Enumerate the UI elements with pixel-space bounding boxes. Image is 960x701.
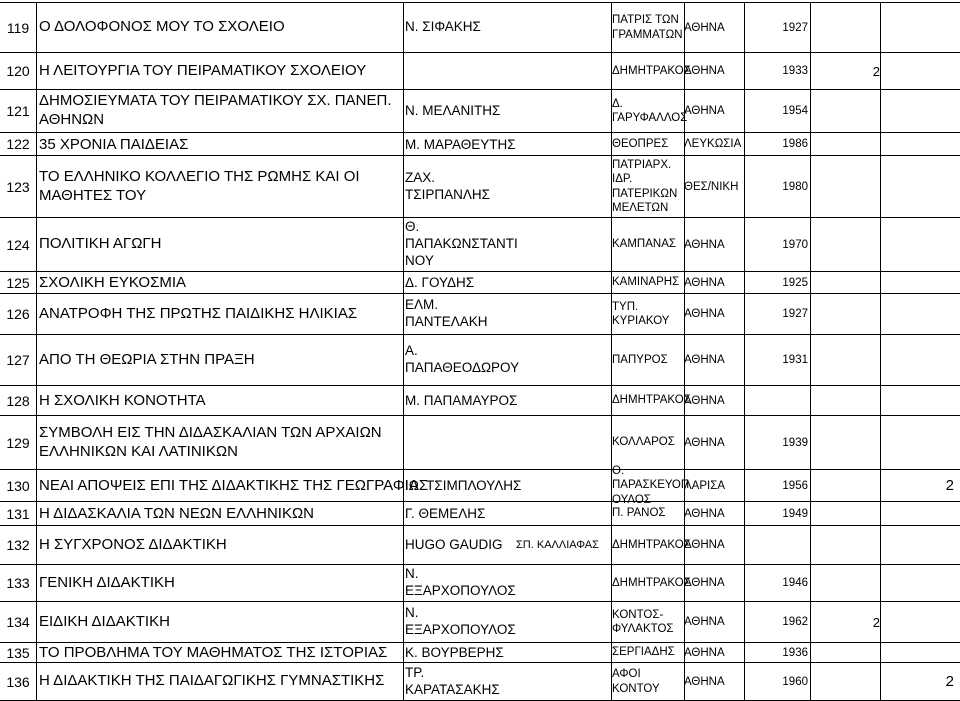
table-row: [0, 294, 960, 335]
book-author-secondary: ΣΠ. ΚΑΛΛΙΑΦΑΣ: [516, 539, 599, 551]
book-year: 1962: [782, 616, 808, 628]
book-year: 1933: [782, 65, 808, 77]
book-city: ΑΘΗΝΑ: [684, 675, 725, 688]
book-title: ΑΝΑΤΡΟΦΗ ΤΗΣ ΠΡΩΤΗΣ ΠΑΙΔΙΚΗΣ ΗΛΙΚΙΑΣ: [39, 304, 358, 322]
table-row: [0, 464, 960, 506]
book-year: [744, 386, 810, 415]
book-title: Η ΔΙΔΑΚΤΙΚΗ ΤΗΣ ΠΑΙΔΑΓΩΓΙΚΗΣ ΓΥΜΝΑΣΤΙΚΗΣ: [39, 672, 385, 690]
book-city: ΑΘΗΝΑ: [684, 21, 725, 34]
row-number: 136: [6, 673, 30, 690]
table-row: [0, 643, 960, 663]
book-title: ΝΕΑΙ ΑΠΟΨΕΙΣ ΕΠΙ ΤΗΣ ΔΙΔΑΚΤΙΚΗΣ ΤΗΣ ΓΕΩΓΡΑΦΙΑΣ: [39, 477, 429, 494]
book-note: [880, 502, 958, 525]
table-row: [0, 602, 960, 643]
book-city: ΑΘΗΝΑ: [684, 539, 725, 551]
book-city: ΛΑΡΙΣΑ: [684, 479, 725, 492]
book-title: ΓΕΝΙΚΗ ΔΙΔΑΚΤΙΚΗ: [39, 573, 175, 591]
book-title: Η ΛΕΙΤΟΥΡΓΙΑ ΤΟΥ ΠΕΙΡΑΜΑΤΙΚΟΥ ΣΧΟΛΕΙΟΥ: [39, 61, 367, 79]
row-number: 125: [6, 274, 30, 291]
book-note: [880, 90, 958, 132]
book-title: ΕΙΔΙΚΗ ΔΙΔΑΚΤΙΚΗ: [39, 612, 170, 630]
book-author: Θ. ΠΑΠΑΚΩΝΣΤΑΝΤΙ ΝΟΥ: [405, 219, 518, 268]
book-publisher: ΘΕΟΠΡΕΣ: [612, 137, 669, 150]
book-note: 2: [945, 477, 954, 494]
book-title: 35 ΧΡΟΝΙΑ ΠΑΙΔΕΙΑΣ: [39, 135, 189, 153]
book-author: Α. ΠΑΠΑΘΕΟΔΩΡΟΥ: [405, 343, 520, 375]
table-row: [0, 565, 960, 602]
table-row: [0, 53, 960, 90]
row-number: 132: [6, 537, 30, 553]
book-title: ΤΟ ΕΛΛΗΝΙΚΟ ΚΟΛΛΕΓΙΟ ΤΗΣ ΡΩΜΗΣ ΚΑΙ ΟΙ ΜΑΘΗΤΕΣ ΤΟΥ: [39, 167, 360, 204]
book-volumes: 2: [872, 614, 880, 630]
book-city: ΑΘΗΝΑ: [684, 436, 725, 449]
book-publisher: ΤΥΠ. ΚΥΡΙΑΚΟΥ: [612, 300, 670, 327]
book-author: ΤΡ. ΚΑΡΑΤΑΣΑΚΗΣ: [405, 664, 500, 697]
row-number: 119: [6, 19, 30, 36]
table-row: [0, 156, 960, 218]
row-number: 128: [6, 392, 30, 409]
book-publisher: ΚΟΝΤΟΣ- ΦΥΛΑΚΤΟΣ: [612, 608, 674, 635]
row-number: 130: [6, 477, 30, 494]
book-title: Η ΣΧΟΛΙΚΗ ΚΟΝΟΤΗΤΑ: [39, 392, 206, 409]
book-city: ΑΘΗΝΑ: [684, 507, 725, 520]
book-city: ΑΘΗΝΑ: [684, 308, 725, 320]
table-row: [0, 272, 960, 294]
book-note: [880, 53, 958, 89]
book-note: [880, 335, 958, 385]
book-note: [880, 565, 958, 601]
book-city: ΛΕΥΚΩΣΙΑ: [684, 138, 742, 150]
book-publisher: ΣΕΡΓΙΑΔΗΣ: [612, 646, 675, 659]
book-year: 1927: [782, 308, 808, 320]
book-publisher: Θ. ΠΑΡΑΣΚΕΥΟΠ ΟΥΛΟΣ: [612, 464, 690, 506]
book-publisher: ΔΗΜΗΤΡΑΚΟΣ: [612, 394, 691, 407]
book-author: Μ. ΜΑΡΑΘΕΥΤΗΣ: [405, 136, 516, 152]
row-number: 127: [6, 352, 30, 368]
book-volumes: 2: [872, 63, 880, 79]
book-year: [744, 526, 810, 564]
book-note: [880, 386, 958, 415]
row-number: 120: [6, 63, 30, 79]
book-year: 1927: [782, 21, 808, 34]
book-city: ΑΘΗΝΑ: [684, 616, 725, 628]
table-row: [0, 335, 960, 386]
row-number: 121: [6, 103, 30, 119]
book-publisher: ΚΟΛΛΑΡΟΣ: [612, 436, 675, 449]
book-volumes: [810, 565, 880, 601]
book-city: ΑΘΗΝΑ: [684, 276, 725, 289]
book-title: ΠΟΛΙΤΙΚΗ ΑΓΩΓΗ: [39, 235, 162, 253]
book-publisher: ΠΑΠΥΡΟΣ: [612, 353, 668, 366]
book-title: Ο ΔΟΛΟΦΟΝΟΣ ΜΟΥ ΤΟ ΣΧΟΛΕΙΟ: [39, 18, 285, 36]
row-number: 129: [6, 434, 30, 451]
book-author: Δ. ΓΟΥΔΗΣ: [405, 275, 475, 290]
row-number: 123: [6, 178, 30, 195]
table-row: [0, 386, 960, 416]
book-publisher: ΠΑΤΡΙΣ ΤΩΝ ΓΡΑΜΜΑΤΩΝ: [612, 14, 683, 41]
book-volumes: [810, 663, 880, 700]
table-row: [0, 133, 960, 156]
book-city: ΑΘΗΝΑ: [684, 646, 725, 659]
book-title: ΣΧΟΛΙΚΗ ΕΥΚΟΣΜΙΑ: [39, 274, 187, 291]
book-title: ΣΥΜΒΟΛΗ ΕΙΣ ΤΗΝ ΔΙΔΑΣΚΑΛΙΑΝ ΤΩΝ ΑΡΧΑΙΩΝ ΕΛΛΗΝΙΚΩΝ ΚΑΙ ΛΑΤΙΝΙΚΩΝ: [39, 423, 382, 460]
book-volumes: [810, 294, 880, 334]
book-volumes: [810, 526, 880, 564]
row-number: 135: [6, 644, 30, 661]
book-year: 1980: [782, 180, 808, 193]
book-city: ΑΘΗΝΑ: [684, 577, 725, 589]
book-note: [880, 3, 958, 52]
book-volumes: [810, 335, 880, 385]
row-number: 133: [6, 575, 30, 591]
book-year: 1970: [782, 238, 808, 251]
book-author: Κ. ΒΟΥΡΒΕΡΗΣ: [405, 645, 504, 660]
book-note: [880, 294, 958, 334]
book-note: [880, 156, 958, 217]
book-publisher: Δ. ΓΑΡΥΦΑΛΛΟΣ: [612, 97, 688, 124]
book-volumes: [810, 3, 880, 52]
book-volumes: [810, 470, 880, 501]
book-publisher: ΔΗΜΗΤΡΑΚΟΣ: [612, 576, 691, 589]
book-volumes: [810, 416, 880, 469]
book-city: ΘΕΣ/ΝΙΚΗ: [684, 180, 739, 193]
book-volumes: [810, 386, 880, 415]
book-author: Ν. ΣΙΦΑΚΗΣ: [405, 19, 481, 35]
book-note: [880, 133, 958, 155]
book-author: Μ. ΠΑΠΑΜΑΥΡΟΣ: [405, 393, 518, 408]
book-volumes: [810, 133, 880, 155]
book-city: ΑΘΗΝΑ: [684, 65, 725, 77]
book-year: 1925: [782, 276, 808, 289]
book-year: 1986: [782, 138, 808, 150]
row-number: 126: [6, 306, 30, 322]
book-city: ΑΘΗΝΑ: [684, 238, 725, 251]
book-city: ΑΘΗΝΑ: [684, 354, 725, 366]
book-volumes: [810, 218, 880, 271]
book-volumes: [810, 502, 880, 525]
table-row: [0, 416, 960, 470]
book-note: [880, 602, 958, 642]
book-author: Ν. ΜΕΛΑΝΙΤΗΣ: [405, 102, 501, 118]
book-publisher: ΚΑΜΠΑΝΑΣ: [612, 238, 676, 251]
table-row: [0, 663, 960, 701]
book-publisher: ΠΑΤΡΙΑΡΧ. ΙΔΡ. ΠΑΤΕΡΙΚΩΝ ΜΕΛΕΤΩΝ: [612, 158, 678, 214]
book-author: ΙΩ. ΤΣΙΜΠΛΟΥΛΗΣ: [405, 478, 522, 493]
book-author: ΖΑΧ. ΤΣΙΡΠΑΝΛΗΣ: [405, 169, 490, 202]
book-year: 1954: [782, 105, 808, 117]
book-title: Η ΣΥΓΧΡΟΝΟΣ ΔΙΔΑΚΤΙΚΗ: [39, 535, 227, 553]
book-year: 1960: [782, 675, 808, 688]
book-volumes: [810, 643, 880, 662]
book-volumes: [810, 272, 880, 293]
book-author: Γ. ΘΕΜΕΛΗΣ: [405, 506, 486, 521]
book-author: [405, 416, 515, 469]
book-year: 1949: [782, 507, 808, 520]
book-publisher: ΔΗΜΗΤΡΑΚΟΣ: [612, 64, 691, 77]
book-title: ΤΟ ΠΡΟΒΛΗΜΑ ΤΟΥ ΜΑΘΗΜΑΤΟΣ ΤΗΣ ΙΣΤΟΡΙΑΣ: [39, 644, 388, 661]
book-title: ΑΠΟ ΤΗ ΘΕΩΡΙΑ ΣΤΗΝ ΠΡΑΞΗ: [39, 350, 255, 368]
book-city: ΑΘΗΝΑ: [684, 105, 725, 117]
book-publisher: ΑΦΟΙ ΚΟΝΤΟΥ: [612, 668, 660, 695]
book-note: [880, 416, 958, 469]
book-author: [405, 53, 515, 89]
book-note: [880, 526, 958, 564]
row-number: 134: [6, 614, 30, 630]
book-author: HUGO GAUDIG: [405, 536, 503, 552]
book-year: 1946: [782, 577, 808, 589]
book-title: Η ΔΙΔΑΣΚΑΛΙΑ ΤΩΝ ΝΕΩΝ ΕΛΛΗΝΙΚΩΝ: [39, 505, 315, 522]
table-row: [0, 526, 960, 565]
book-volumes: [810, 156, 880, 217]
book-author: ΕΛΜ. ΠΑΝΤΕΛΑΚΗ: [405, 297, 488, 329]
book-year: 1936: [782, 646, 808, 659]
book-year: 1931: [782, 354, 808, 366]
book-publisher: Π. ΡΑΝΟΣ: [612, 507, 666, 520]
book-publisher: ΔΗΜΗΤΡΑΚΟΣ: [612, 538, 691, 551]
book-author: Ν. ΕΞΑΡΧΟΠΟΥΛΟΣ: [405, 566, 516, 598]
table-row: [0, 90, 960, 133]
book-title: ΔΗΜΟΣΙΕΥΜΑΤΑ ΤΟΥ ΠΕΙΡΑΜΑΤΙΚΟΥ ΣΧ. ΠΑΝΕΠ. ΑΘΗΝΩΝ: [39, 92, 392, 128]
table-row: [0, 2, 960, 53]
book-note: [880, 218, 958, 271]
table-row: [0, 502, 960, 526]
book-year: 1956: [782, 479, 808, 492]
book-year: 1939: [782, 436, 808, 449]
row-number: 122: [6, 136, 30, 152]
row-number: 131: [6, 505, 30, 522]
book-note: [880, 643, 958, 662]
book-author: Ν. ΕΞΑΡΧΟΠΟΥΛΟΣ: [405, 605, 516, 637]
book-volumes: [810, 90, 880, 132]
book-note: [880, 272, 958, 293]
book-city: ΑΘΗΝΑ: [684, 394, 725, 407]
book-publisher: ΚΑΜΙΝΑΡΗΣ: [612, 276, 680, 289]
book-note: 2: [945, 673, 954, 690]
row-number: 124: [6, 236, 30, 253]
table-row: [0, 218, 960, 272]
